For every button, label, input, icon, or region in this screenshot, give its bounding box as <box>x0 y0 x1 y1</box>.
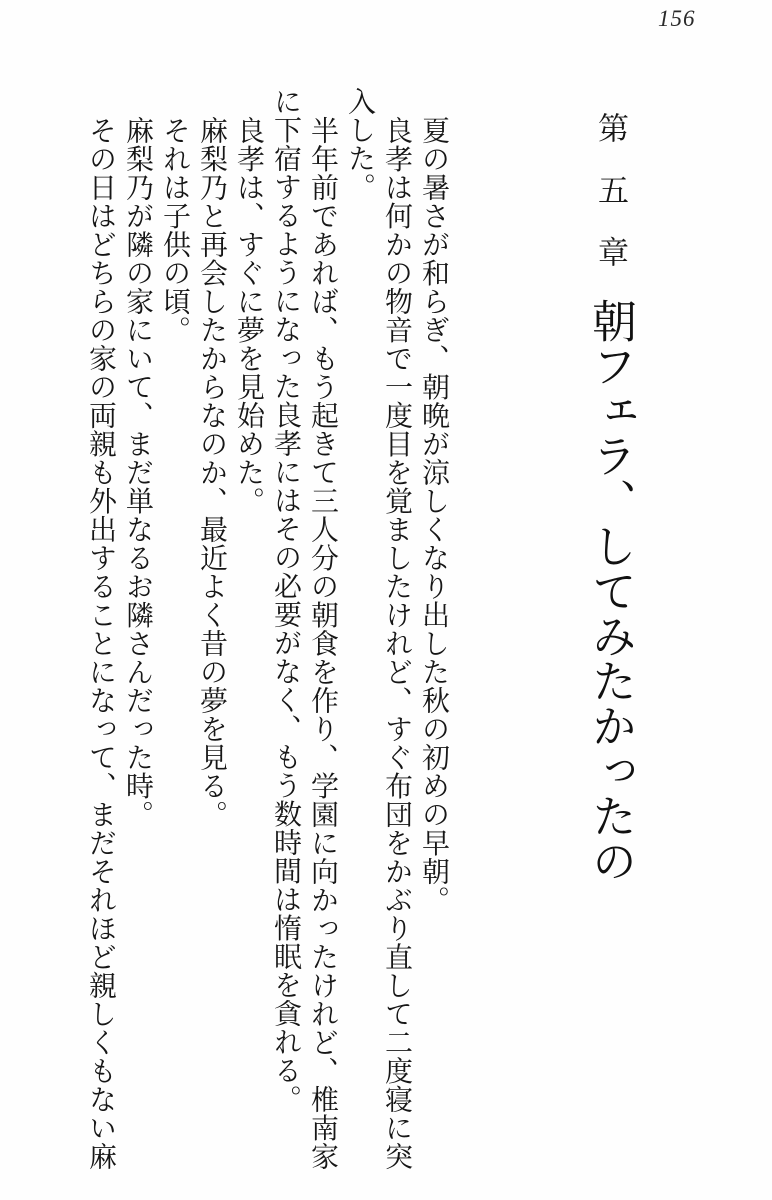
body-paragraph: 半年前であれば、もう起きて三人分の朝食を作り、学園に向かったけれど、椎南家に下宿するようになった良孝にはその必要がなく、もう数時間は惰眠を貪れる。 <box>270 87 338 1170</box>
body-paragraph: その日はどちらの家の両親も外出することになって、まだそれほど親しくもない麻 <box>85 115 116 1170</box>
body-paragraph: 麻梨乃と再会したからなのか、最近よく昔の夢を見る。 <box>196 115 227 828</box>
body-paragraph: 麻梨乃が隣の家にいて、まだ単なるお隣さんだった時。 <box>122 115 153 828</box>
chapter-label: 第五章 <box>593 112 628 298</box>
page-number: 156 <box>658 6 696 31</box>
chapter-title: 朝フェラ、してみたかったの <box>585 298 635 883</box>
body-paragraph: 夏の暑さが和らぎ、朝晩が涼しくなり出した秋の初めの早朝。 <box>418 115 449 914</box>
body-paragraph: 良孝は何かの物音で一度目を覚ましたけれど、すぐ布団をかぶり直して二度寝に突入した。 <box>344 87 412 1170</box>
body-paragraph: それは子供の頃。 <box>159 115 190 344</box>
body-text-block <box>82 87 452 1170</box>
chapter-heading <box>578 112 642 1152</box>
body-paragraph: 良孝は、すぐに夢を見始めた。 <box>233 115 264 515</box>
